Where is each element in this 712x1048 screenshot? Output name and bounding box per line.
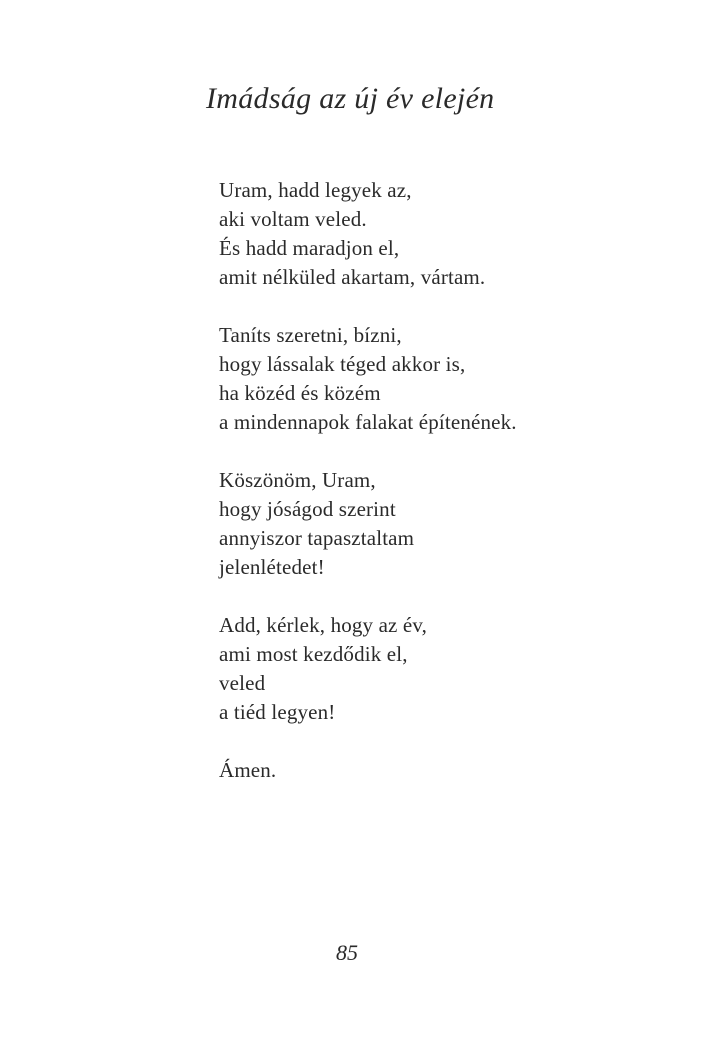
poem-line: amit nélküled akartam, vártam.	[219, 265, 486, 289]
poem-line: Add, kérlek, hogy az év,	[219, 613, 428, 637]
poem-line: Uram, hadd legyek az,	[219, 178, 412, 202]
poem-line: a tiéd legyen!	[219, 700, 336, 724]
poem-line: Ámen.	[219, 758, 277, 782]
poem-title: Imádság az új év elején	[206, 82, 495, 115]
stanza-3	[219, 466, 679, 582]
stanza-4	[219, 611, 679, 727]
poem-line: veled	[219, 671, 266, 695]
poem-line: annyiszor tapasztaltam	[219, 526, 415, 550]
poem-line: Taníts szeretni, bízni,	[219, 323, 402, 347]
page-number: 85	[336, 940, 358, 965]
poem-line: Köszönöm, Uram,	[219, 468, 376, 492]
stanza-5	[219, 756, 679, 785]
poem-line: És hadd maradjon el,	[219, 236, 400, 260]
poem-line: hogy jóságod szerint	[219, 497, 396, 521]
stanza-2	[219, 321, 679, 437]
poem-line: ha közéd és közém	[219, 381, 381, 405]
poem-line: hogy lássalak téged akkor is,	[219, 352, 466, 376]
poem-line: jelenlétedet!	[219, 555, 325, 579]
stanza-1	[219, 176, 679, 292]
poem-line: aki voltam veled.	[219, 207, 367, 231]
poem-body	[219, 176, 679, 814]
poem-line: a mindennapok falakat építenének.	[219, 410, 517, 434]
poem-line: ami most kezdődik el,	[219, 642, 408, 666]
